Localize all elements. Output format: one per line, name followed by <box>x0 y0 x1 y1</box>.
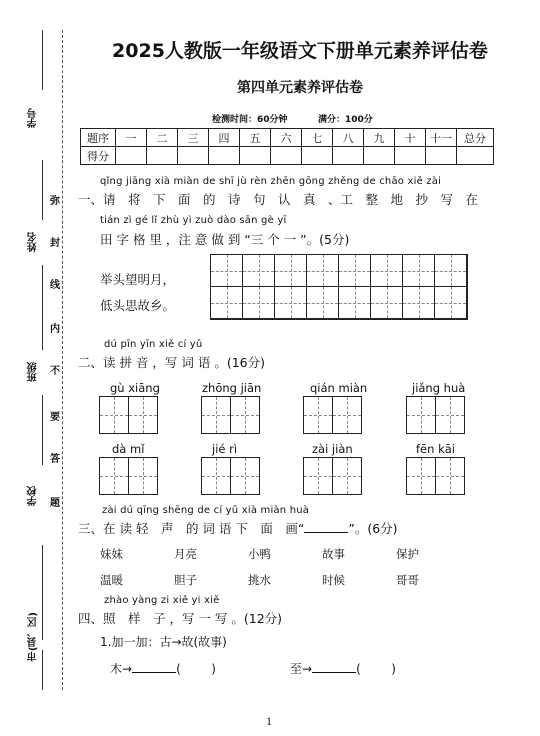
word-writing-box[interactable] <box>201 396 231 434</box>
pinyin-prompt: gù xiāng <box>110 381 160 395</box>
score-cell[interactable] <box>364 147 395 165</box>
q1-text-line2: 田 字 格 里 ，注 意 做 到 “三 个 一 ”。(5分) <box>100 232 350 247</box>
tianzige-cell[interactable] <box>339 255 371 287</box>
score-header-cell: 六 <box>271 129 302 147</box>
seal-char: 内 <box>50 320 60 335</box>
page-title: 2025人教版一年级语文下册单元素养评估卷 <box>112 40 488 62</box>
tianzige-cell[interactable] <box>211 287 243 319</box>
word-writing-box[interactable] <box>128 457 158 495</box>
score-cell[interactable] <box>240 147 271 165</box>
page-number: 1 <box>266 714 272 728</box>
word-writing-box[interactable] <box>332 396 362 434</box>
word-item[interactable]: 小鸭 <box>248 547 271 561</box>
pinyin-prompt: jié rì <box>212 442 238 456</box>
answer-paren[interactable]: ( ) <box>356 662 396 676</box>
tianzige-cell[interactable] <box>275 287 307 319</box>
score-cell[interactable] <box>147 147 178 165</box>
q4-item1-left <box>110 660 216 677</box>
side-label-city: 市(县、区) <box>28 612 39 662</box>
tianzige-cell[interactable] <box>307 287 339 319</box>
word-writing-box[interactable] <box>99 396 129 434</box>
seal-char: 要 <box>50 408 60 423</box>
score-cell[interactable] <box>395 147 426 165</box>
word-writing-box[interactable] <box>128 396 158 434</box>
word-writing-box[interactable] <box>406 457 436 495</box>
q4-sub1: 1.加一加：古→故(故事) <box>100 635 227 649</box>
q4-item1-prefix: 木→ <box>110 662 133 676</box>
side-label-class: 班级 <box>28 362 39 382</box>
tianzige-cell[interactable] <box>275 255 307 287</box>
answer-blank[interactable] <box>312 660 356 673</box>
word-writing-box[interactable] <box>303 396 333 434</box>
tianzige-cell[interactable] <box>435 287 467 319</box>
score-cell[interactable] <box>209 147 240 165</box>
score-header-cell: 七 <box>302 129 333 147</box>
q1-pinyin-line2: tián zì gé lǐ zhù yì zuò dào sān gè yī <box>100 215 287 226</box>
score-header-cell: 一 <box>116 129 147 147</box>
score-header-cell: 十一 <box>426 129 457 147</box>
score-cell[interactable] <box>302 147 333 165</box>
word-item[interactable]: 故事 <box>322 547 345 561</box>
word-writing-box[interactable] <box>99 457 129 495</box>
score-header-cell: 四 <box>209 129 240 147</box>
pinyin-prompt: zài jiàn <box>312 442 353 456</box>
tianzige-cell[interactable] <box>371 255 403 287</box>
score-header-cell: 五 <box>240 129 271 147</box>
q4-pinyin: zhào yàng zi xiě yi xiě <box>104 595 220 606</box>
score-cell[interactable] <box>116 147 147 165</box>
seal-char: 不 <box>50 362 60 377</box>
q4-item2-prefix: 至→ <box>290 662 313 676</box>
q4-text: 四、照 样 子 ，写 一 写 。(12分) <box>78 611 283 626</box>
word-writing-box[interactable] <box>435 457 465 495</box>
score-header-cell: 题序 <box>81 129 116 147</box>
poem-line-2: 低头思故乡。 <box>100 298 176 313</box>
score-header-cell: 二 <box>147 129 178 147</box>
score-header-cell: 九 <box>364 129 395 147</box>
tianzige-grid[interactable] <box>210 254 468 320</box>
word-item[interactable]: 时候 <box>322 573 345 587</box>
q3-text-after: ”。(6分) <box>348 521 398 536</box>
seal-char: 线 <box>50 276 60 291</box>
tianzige-cell[interactable] <box>211 255 243 287</box>
tianzige-cell[interactable] <box>371 287 403 319</box>
score-cell[interactable] <box>333 147 364 165</box>
tianzige-cell[interactable] <box>243 287 275 319</box>
word-item[interactable]: 胆子 <box>174 573 197 587</box>
q1-pinyin-line1: qǐng jiāng xià miàn de shī jù rèn zhēn gōng zhěng de chāo xiě zài <box>100 176 442 187</box>
word-item[interactable]: 妹妹 <box>100 547 123 561</box>
answer-blank[interactable] <box>132 660 176 673</box>
side-label-school: 学校 <box>28 486 39 506</box>
word-item[interactable]: 哥哥 <box>396 573 419 587</box>
full-score: 满分：100分 <box>318 115 373 125</box>
pinyin-prompt: dà mǐ <box>112 442 145 456</box>
score-header-cell: 三 <box>178 129 209 147</box>
side-label-student-id: 学号 <box>28 108 39 128</box>
tianzige-cell[interactable] <box>243 255 275 287</box>
pinyin-prompt: jiǎng huà <box>412 381 466 395</box>
word-writing-box[interactable] <box>332 457 362 495</box>
score-cell[interactable] <box>457 147 494 165</box>
page-subtitle: 第四单元素养评估卷 <box>237 80 363 96</box>
word-item[interactable]: 温暖 <box>100 573 123 587</box>
q4-item1-right <box>290 660 396 677</box>
score-table <box>80 128 494 165</box>
tianzige-cell[interactable] <box>403 255 435 287</box>
q3-pinyin: zài dú qīng shēng de cí yǔ xià miàn huà <box>102 505 310 516</box>
q3-text-before: 三、在 读 轻 声 的 词 语 下 面 画“ <box>78 521 305 536</box>
word-writing-box[interactable] <box>201 457 231 495</box>
word-item[interactable]: 挑水 <box>248 573 271 587</box>
underline-sample <box>304 520 348 533</box>
score-cell[interactable] <box>426 147 457 165</box>
test-time: 检测时间：60分钟 <box>212 115 288 125</box>
q1-text-line1: 一、请 将 下 面 的 诗 句 认 真 、工 整 地 抄 写 在 <box>78 192 479 207</box>
pinyin-prompt: zhōng jiān <box>202 381 262 395</box>
side-label-name: 姓名 <box>28 232 39 252</box>
word-item[interactable]: 月亮 <box>174 547 197 561</box>
poem-line-1: 举头望明月， <box>100 272 176 287</box>
word-writing-box[interactable] <box>435 396 465 434</box>
q3-text <box>78 519 398 537</box>
pinyin-prompt: qián miàn <box>310 381 368 395</box>
answer-paren[interactable]: ( ) <box>176 662 216 676</box>
word-item[interactable]: 保护 <box>396 547 419 561</box>
score-header-cell: 八 <box>333 129 364 147</box>
word-writing-box[interactable] <box>406 396 436 434</box>
seal-char: 答 <box>50 450 60 465</box>
tianzige-cell[interactable] <box>435 255 467 287</box>
score-header-cell: 总分 <box>457 129 494 147</box>
tianzige-cell[interactable] <box>307 255 339 287</box>
tianzige-cell[interactable] <box>339 287 371 319</box>
score-cell[interactable] <box>271 147 302 165</box>
word-writing-box[interactable] <box>230 457 260 495</box>
pinyin-prompt: fēn kāi <box>416 442 455 456</box>
seal-char: 弥 <box>50 192 60 207</box>
seal-char: 题 <box>50 494 60 509</box>
q2-text: 二、读 拼 音 ，写 词 语 。(16分) <box>78 355 266 370</box>
score-cell[interactable] <box>178 147 209 165</box>
score-row-label: 得分 <box>81 147 116 165</box>
word-writing-box[interactable] <box>230 396 260 434</box>
seal-char: 封 <box>50 234 60 249</box>
q2-pinyin: dú pīn yīn xiě cí yǔ <box>104 339 203 350</box>
word-writing-box[interactable] <box>303 457 333 495</box>
score-header-cell: 十 <box>395 129 426 147</box>
tianzige-cell[interactable] <box>403 287 435 319</box>
